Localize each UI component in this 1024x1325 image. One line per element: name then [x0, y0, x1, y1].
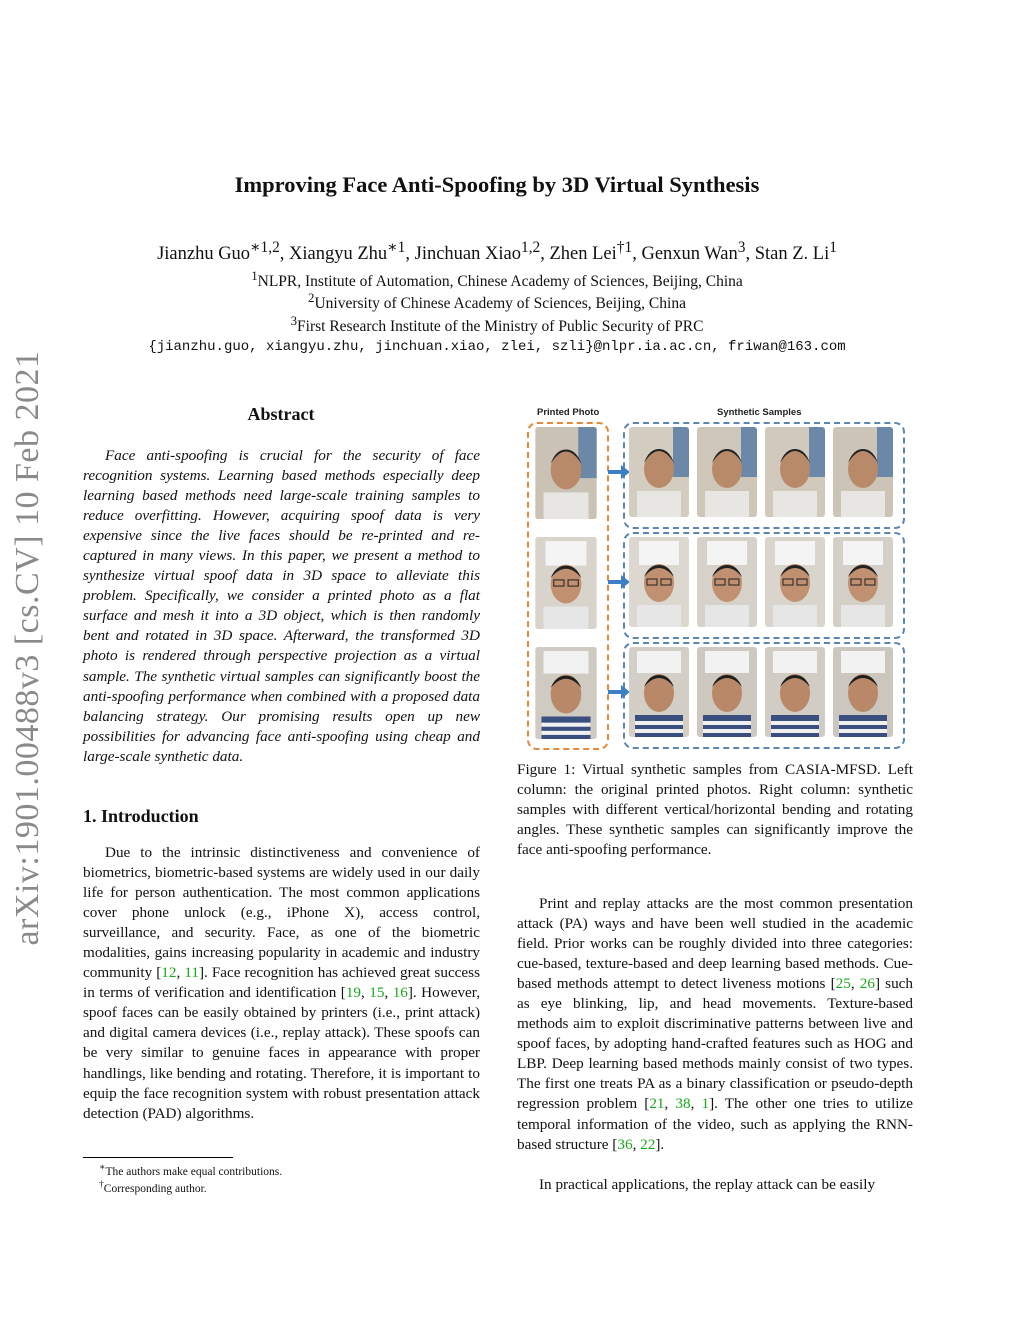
affiliation: $^2$University of Chinese Academy of Sciences, Beijing, China — [308, 290, 686, 313]
author-emails: {jianzhu.guo, xiangyu.zhu, jinchuan.xiao, zlei, szli}@nlpr.ia.ac.cn, friwan@163.com — [148, 339, 846, 355]
author-list: Jianzhu Guo$^{∗1,2}$, Xiangyu Zhu$^{∗1}$, Jinchuan Xiao$^{1,2}$, Zhen Lei$^{\dagger 1}$, Genxun Wan$^3$, Stan Z. Li$^1$ — [157, 239, 837, 265]
citation-link[interactable]: 26 — [859, 975, 875, 993]
footnote-rule — [83, 1157, 233, 1158]
citation-link[interactable]: 12 — [161, 964, 177, 982]
citation-link[interactable]: 21 — [649, 1095, 665, 1113]
synthetic-sample-image — [697, 647, 757, 737]
paper-title: Improving Face Anti-Spoofing by 3D Virtual Synthesis — [234, 172, 760, 197]
author: Genxun Wan$^3$ — [641, 239, 746, 265]
author: Stan Z. Li$^1$ — [754, 239, 837, 265]
author: Jinchuan Xiao$^{1,2}$ — [414, 239, 541, 265]
body-paragraph: In practical applications, the replay attack can be easily — [539, 1176, 876, 1193]
printed-photo-image — [535, 537, 597, 629]
synthetic-sample-image — [833, 647, 893, 737]
citation-link[interactable]: 16 — [392, 984, 408, 1002]
citation-link[interactable]: 19 — [345, 984, 361, 1002]
synthetic-sample-image — [629, 647, 689, 737]
synthetic-sample-image — [629, 537, 689, 627]
affiliation: $^1$NLPR, Institute of Automation, Chinese Academy of Sciences, Beijing, China — [251, 268, 743, 291]
citation-link[interactable]: 38 — [675, 1095, 691, 1113]
citation-link[interactable]: 15 — [369, 984, 385, 1002]
footnote: †Corresponding author. — [99, 1179, 207, 1195]
footnote: ∗The authors make equal contributions. — [99, 1162, 283, 1178]
author: Zhen Lei$^{\dagger 1}$ — [549, 239, 633, 265]
intro-paragraph: Due to the intrinsic distinctiveness and convenience of biometrics, biometric-based systems are widely used in our daily life for person authentication. The most common applications cover phone unlock (e.g., iPhone X), access control, surveillance, and security. Face, as one of the biometric modalities, gains increasing popularity in academic and industry community [12, 11]. Face recognition has achieved great success in terms of verification and identification [19, 15, 16]. However, spoof faces can be easily obtained by printers (i.e., print attack) and digital camera devices (i.e., replay attack). These spoofs can be very similar to genuine faces in appearance with proper handlings, like bending and rotating. Therefore, it is important to equip the face recognition system with robust presentation attack detection (PAD) algorithms. — [83, 844, 481, 1122]
abstract-text: Face anti-spoofing is crucial for the security of face recognition systems. Learning based methods especially deep learning based methods need large-scale training samples to reduce overfitting. However, acquiring spoof data is very expensive since the live faces should be re-printed and re-captured in many views. In this paper, we present a method to synthesize virtual spoof data in 3D space to alleviate this problem. Specifically, we consider a printed photo as a flat surface and mesh it into a 3D object, which is then randomly bent and rotated in 3D space. Afterward, the transformed 3D photo is rendered through perspective projection as a virtual sample. The synthetic virtual samples can significantly boost the anti-spoofing performance when combined with a proposed data balancing strategy. Our promising results open up new possibilities for advancing face anti-spoofing using cheap and large-scale synthetic data. — [83, 447, 480, 765]
figure-label-printed-photo: Printed Photo — [537, 407, 600, 418]
author: Jianzhu Guo$^{∗1,2}$ — [157, 239, 280, 265]
figure-1-caption: Figure 1: Virtual synthetic samples from CASIA-MFSD. Left column: the original printed photos. Right column: synthetic samples with different vertical/horizontal bending and rotating angles. These synthetic samples can significantly improve the face anti-spoofing performance. — [517, 761, 913, 859]
arrow-icon — [608, 470, 622, 474]
synthetic-sample-image — [697, 427, 757, 517]
citation-link[interactable]: 22 — [640, 1135, 656, 1153]
citation-link[interactable]: 25 — [835, 975, 851, 993]
citation-link[interactable]: 1 — [701, 1095, 710, 1113]
section-heading-introduction: 1. Introduction — [83, 806, 199, 826]
arrow-icon — [608, 690, 622, 694]
author: Xiangyu Zhu$^{∗1}$ — [289, 239, 406, 265]
printed-photo-image — [535, 427, 597, 519]
arrow-icon — [608, 580, 622, 584]
citation-link[interactable]: 36 — [617, 1135, 633, 1153]
affiliation: $^3$First Research Institute of the Ministry of Public Security of PRC — [290, 313, 704, 336]
synthetic-sample-image — [833, 537, 893, 627]
citation-link[interactable]: 11 — [184, 964, 199, 982]
synthetic-sample-image — [765, 647, 825, 737]
body-paragraph: Print and replay attacks are the most common presentation attack (PA) ways and have been well studied in the academic field. Prior works can be roughly divided into three categories: cue-based, texture-based and deep learning based methods. Cue-based methods attempt to detect liveness motions [25, 26] such as eye blinking, lip, and head movements. Texture-based methods aim to exploit discriminative patterns between live and spoof faces, by adopting hand-crafted features such as HOG and LBP. Deep learning based methods mainly consist of two types. The first one treats PA as a binary classification or pseudo-depth regression problem [21, 38, 1]. The other one tries to utilize temporal information of the video, such as applying the RNN-based structure [36, 22]. — [517, 895, 914, 1153]
printed-photo-image — [535, 647, 597, 739]
synthetic-sample-image — [765, 427, 825, 517]
figure-1 — [525, 404, 912, 752]
synthetic-sample-image — [765, 537, 825, 627]
arxiv-side-stamp: arXiv:1901.00488v3 [cs.CV] 10 Feb 2021 — [9, 350, 46, 946]
synthetic-sample-image — [833, 427, 893, 517]
figure-label-synthetic-samples: Synthetic Samples — [717, 407, 802, 418]
synthetic-sample-image — [629, 427, 689, 517]
abstract-heading: Abstract — [247, 404, 315, 424]
synthetic-sample-image — [697, 537, 757, 627]
